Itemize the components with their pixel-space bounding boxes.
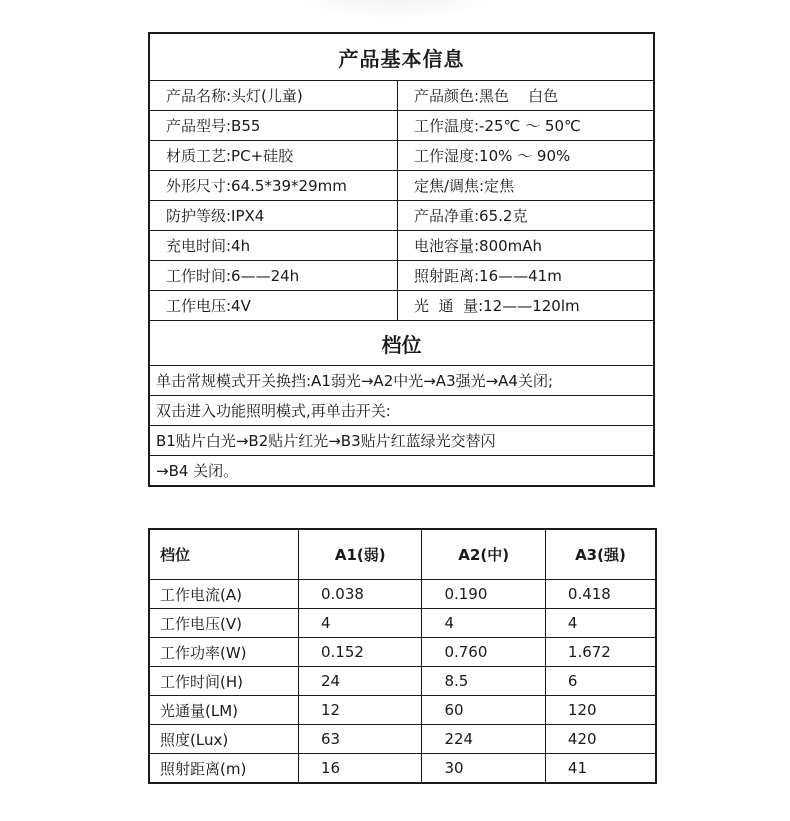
mode-description-line: 单击常规模式开关换挡:A1弱光→A2中光→A3强光→A4关闭; xyxy=(150,366,653,396)
spec-cell: 外形尺寸:64.5*39*29mm xyxy=(150,171,398,200)
mode-section-title: 档位 xyxy=(150,321,653,366)
table-cell: 41 xyxy=(545,754,656,784)
table-cell: 224 xyxy=(422,725,545,754)
table-row-label: 工作时间(H) xyxy=(149,667,299,696)
table-cell: 4 xyxy=(545,609,656,638)
mode-description-line: B1贴片白光→B2贴片红光→B3贴片红蓝绿光交替闪 xyxy=(150,426,653,456)
spec-row xyxy=(150,111,653,141)
mode-description-line: →B4 关闭。 xyxy=(156,462,239,480)
table-row xyxy=(149,580,656,609)
spec-cell: 定焦/调焦:定焦 xyxy=(414,177,515,195)
table-row xyxy=(149,667,656,696)
table-cell: 6 xyxy=(545,667,656,696)
spec-cell: 充电时间:4h xyxy=(150,231,398,260)
table-cell: 4 xyxy=(422,609,545,638)
table-row xyxy=(149,725,656,754)
spec-row xyxy=(150,171,653,201)
spec-row xyxy=(150,291,653,321)
table-cell: 63 xyxy=(299,725,422,754)
table-row-label: 工作电压(V) xyxy=(149,609,299,638)
table-cell: 120 xyxy=(545,696,656,725)
spec-cell: 光 通 量:12——120lm xyxy=(414,297,580,315)
table-row-label: 照度(Lux) xyxy=(149,725,299,754)
table-header-cell: 档位 xyxy=(149,529,299,580)
table-row-label: 光通量(LM) xyxy=(149,696,299,725)
spec-row xyxy=(150,141,653,171)
table-cell: 8.5 xyxy=(422,667,545,696)
table-row-label: 工作电流(A) xyxy=(149,580,299,609)
table-cell: 30 xyxy=(422,754,545,784)
spec-cell: 产品名称:头灯(儿童) xyxy=(150,81,398,110)
spec-cell: 工作时间:6——24h xyxy=(150,261,398,290)
table-cell: 0.038 xyxy=(299,580,422,609)
table-cell: 60 xyxy=(422,696,545,725)
spec-cell: 材质工艺:PC+硅胶 xyxy=(150,141,398,170)
gear-spec-table xyxy=(148,528,657,784)
table-cell: 0.418 xyxy=(545,580,656,609)
spec-cell: 工作温度:-25℃ ～ 50℃ xyxy=(414,117,581,135)
table-row xyxy=(149,609,656,638)
spec-cell: 产品型号:B55 xyxy=(150,111,398,140)
table-row-label: 工作功率(W) xyxy=(149,638,299,667)
table-cell: 4 xyxy=(299,609,422,638)
mode-description-line: 双击进入功能照明模式,再单击开关: xyxy=(150,396,653,426)
table-header-row xyxy=(149,529,656,580)
table-cell: 0.190 xyxy=(422,580,545,609)
spec-cell: 工作电压:4V xyxy=(150,291,398,320)
spec-cell: 产品净重:65.2克 xyxy=(414,207,528,225)
spec-row xyxy=(150,261,653,291)
table-cell: 0.152 xyxy=(299,638,422,667)
table-row-label: 照射距离(m) xyxy=(149,754,299,784)
spec-row xyxy=(150,231,653,261)
table-header-cell: A2(中) xyxy=(422,529,545,580)
spec-row xyxy=(150,81,653,111)
table-cell: 24 xyxy=(299,667,422,696)
table-cell: 420 xyxy=(545,725,656,754)
table-cell: 16 xyxy=(299,754,422,784)
product-info-table xyxy=(148,32,655,487)
spec-row xyxy=(150,201,653,231)
table-cell: 12 xyxy=(299,696,422,725)
table-cell: 0.760 xyxy=(422,638,545,667)
table-header-cell: A3(强) xyxy=(545,529,656,580)
spec-cell: 产品颜色:黑色 白色 xyxy=(414,87,559,105)
spec-cell: 电池容量:800mAh xyxy=(414,237,543,255)
spec-cell: 照射距离:16——41m xyxy=(414,267,562,285)
table-row xyxy=(149,696,656,725)
table-cell: 1.672 xyxy=(545,638,656,667)
table-row xyxy=(149,754,656,784)
table-row xyxy=(149,638,656,667)
spec-cell: 工作湿度:10% ～ 90% xyxy=(414,147,571,165)
table-header-cell: A1(弱) xyxy=(299,529,422,580)
top-shadow-decoration xyxy=(295,0,495,20)
spec-cell: 防护等级:IPX4 xyxy=(150,201,398,230)
product-info-title: 产品基本信息 xyxy=(150,34,653,81)
